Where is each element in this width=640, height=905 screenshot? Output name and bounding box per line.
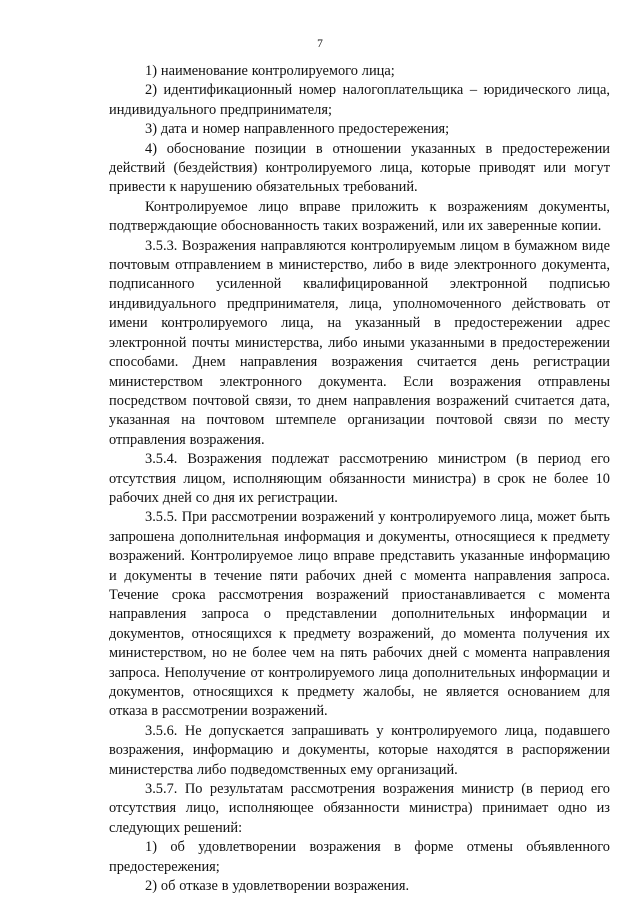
list-item-position-justification: 4) обоснование позиции в отношении указанных в предостережении действий (бездействия) контролируемого лица, которые приводят или могут привести к нарушению обязательных требований. [109,140,610,196]
document-body [109,62,610,896]
list-item-decision-approve: 1) об удовлетворении возражения в форме отмены объявленного предостережения; [109,839,610,875]
paragraph-3-5-5: 3.5.5. При рассмотрении возражений у контролируемого лица, может быть запрошена дополнительная информация и документы, относящиеся к предмету возражений. Контролируемое лицо вправе представить указанные информацию и документы в течение пяти рабочих дней с момента направления запроса. Течение срока рассмотрения возражений приостанавливается с момента направления запроса о представлении дополнительных информации и документов, относящихся к предмету возражений, до момента получения их министерством, но не более чем на пять рабочих дней с момента направления запроса. Неполучение от контролируемого лица дополнительных информации и документов, относящихся к предмету жалобы, не является основанием для отказа в рассмотрении возражений. [109,509,610,720]
paragraph-attachments: Контролируемое лицо вправе приложить к возражениям документы, подтверждающие обоснованность таких возражений, или их заверенные копии. [109,198,610,235]
page-number: 7 [317,38,323,50]
paragraph-3-5-6: 3.5.6. Не допускается запрашивать у контролируемого лица, подавшего возражения, информацию и документы, которые находятся в распоряжении министерства либо подведомственных ему организаций. [109,722,610,778]
list-item-warning-date-number: 3) дата и номер направленного предостережения; [145,121,450,138]
list-item-decision-reject: 2) об отказе в удовлетворении возражения. [145,878,410,895]
list-item-taxpayer-id: 2) идентификационный номер налогоплательщика – юридического лица, индивидуального предпринимателя; [109,82,610,118]
paragraph-3-5-3: 3.5.3. Возражения направляются контролируемым лицом в бумажном виде почтовым отправлением в министерство, либо в виде электронного документа, подписанного усиленной квалифицированной электронной подписью индивидуального предпринимателя, лица, уполномоченного действовать от имени контролируемого лица, на указанный в предостережении адрес электронной почты министерства, либо иными указанными в предостережении способами. Днем направления возражения считается день регистрации министерством электронного документа. Если возражения отправлены посредством почтовой связи, то днем направления возражений считается дата, указанная на почтовом штемпеле организации почтовой связи по месту отправления возражения. [109,237,610,448]
list-item-organization-name: 1) наименование контролируемого лица; [145,63,395,79]
paragraph-3-5-4: 3.5.4. Возражения подлежат рассмотрению министром (в период его отсутствия лицом, исполняющим обязанности министра) в срок не более 10 рабочих дней со дня их регистрации. [109,451,610,506]
paragraph-3-5-7: 3.5.7. По результатам рассмотрения возражения министр (в период его отсутствия лицо, исполняющее обязанности министра) принимает одно из следующих решений: [109,781,610,836]
